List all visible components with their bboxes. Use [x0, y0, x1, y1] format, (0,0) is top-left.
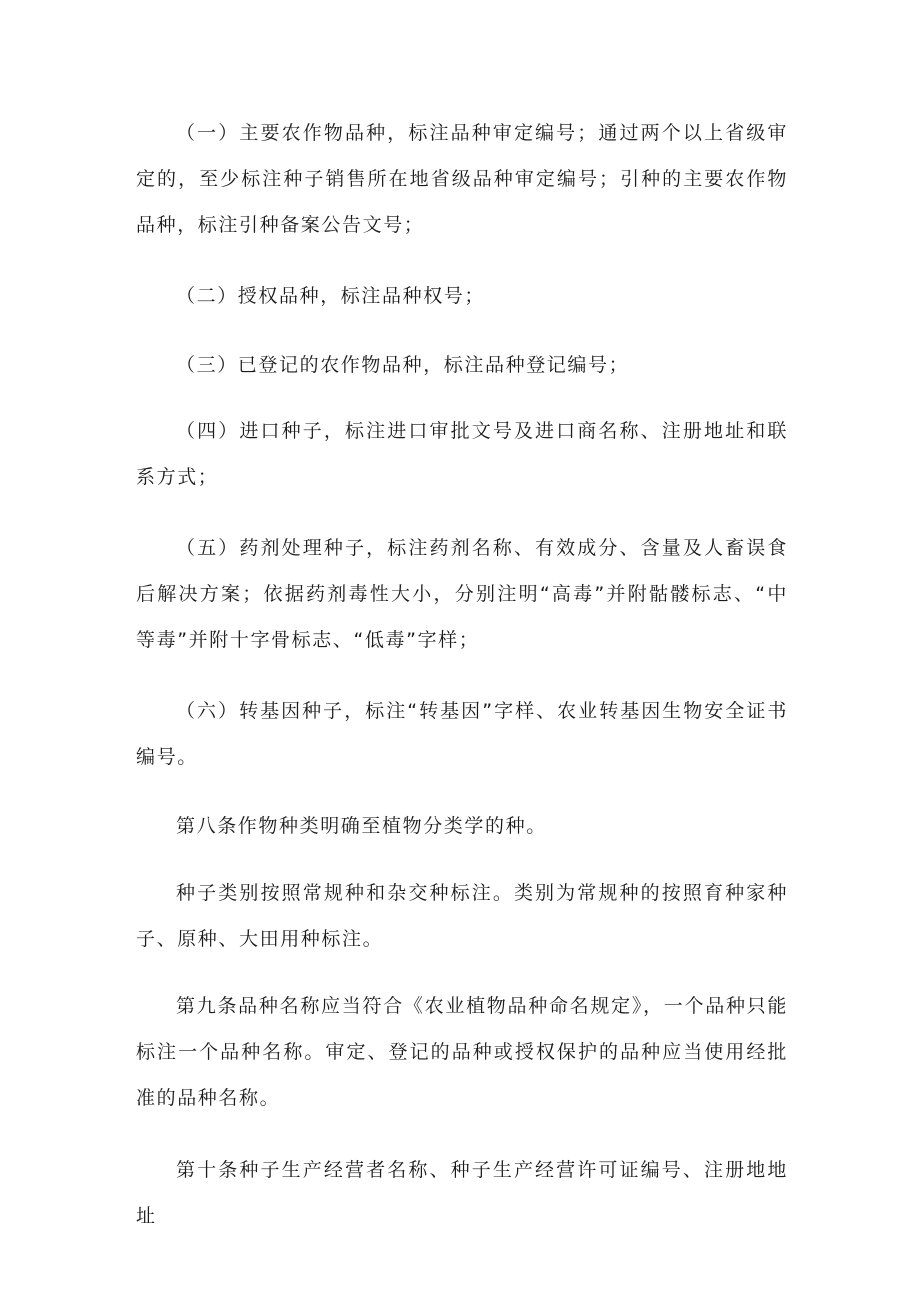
paragraph-8: 种子类别按照常规种和杂交种标注。类别为常规种的按照育种家种子、原种、大田用种标注。 — [136, 882, 788, 950]
paragraph-4: （四）进口种子，标注进口审批文号及进口商名称、注册地址和联系方式； — [136, 420, 788, 488]
paragraph-10: 第十条种子生产经营者名称、种子生产经营许可证编号、注册地地址 — [136, 1159, 788, 1227]
paragraph-2: （二）授权品种，标注品种权号； — [176, 285, 486, 307]
paragraph-9: 第九条品种名称应当符合《农业植物品种命名规定》，一个品种只能标注一个品种名称。审定、登记的品种或授权保护的品种应当使用经批准的品种名称。 — [136, 995, 788, 1109]
paragraph-7: 第八条作物种类明确至植物分类学的种。 — [176, 815, 547, 837]
paragraph-5: （五）药剂处理种子，标注药剂名称、有效成分、含量及人畜误食后解决方案；依据药剂毒性大小，分别注明“高毒”并附骷髅标志、“中等毒”并附十字骨标志、“低毒”字样； — [136, 537, 788, 651]
paragraph-1: （一）主要农作物品种，标注品种审定编号；通过两个以上省级审定的，至少标注种子销售所在地省级品种审定编号；引种的主要农作物品种，标注引种备案公告文号； — [136, 122, 788, 236]
paragraph-3: （三）已登记的农作物品种，标注品种登记编号； — [176, 354, 630, 376]
paragraph-6: （六）转基因种子，标注“转基因”字样、农业转基因生物安全证书编号。 — [136, 700, 788, 768]
